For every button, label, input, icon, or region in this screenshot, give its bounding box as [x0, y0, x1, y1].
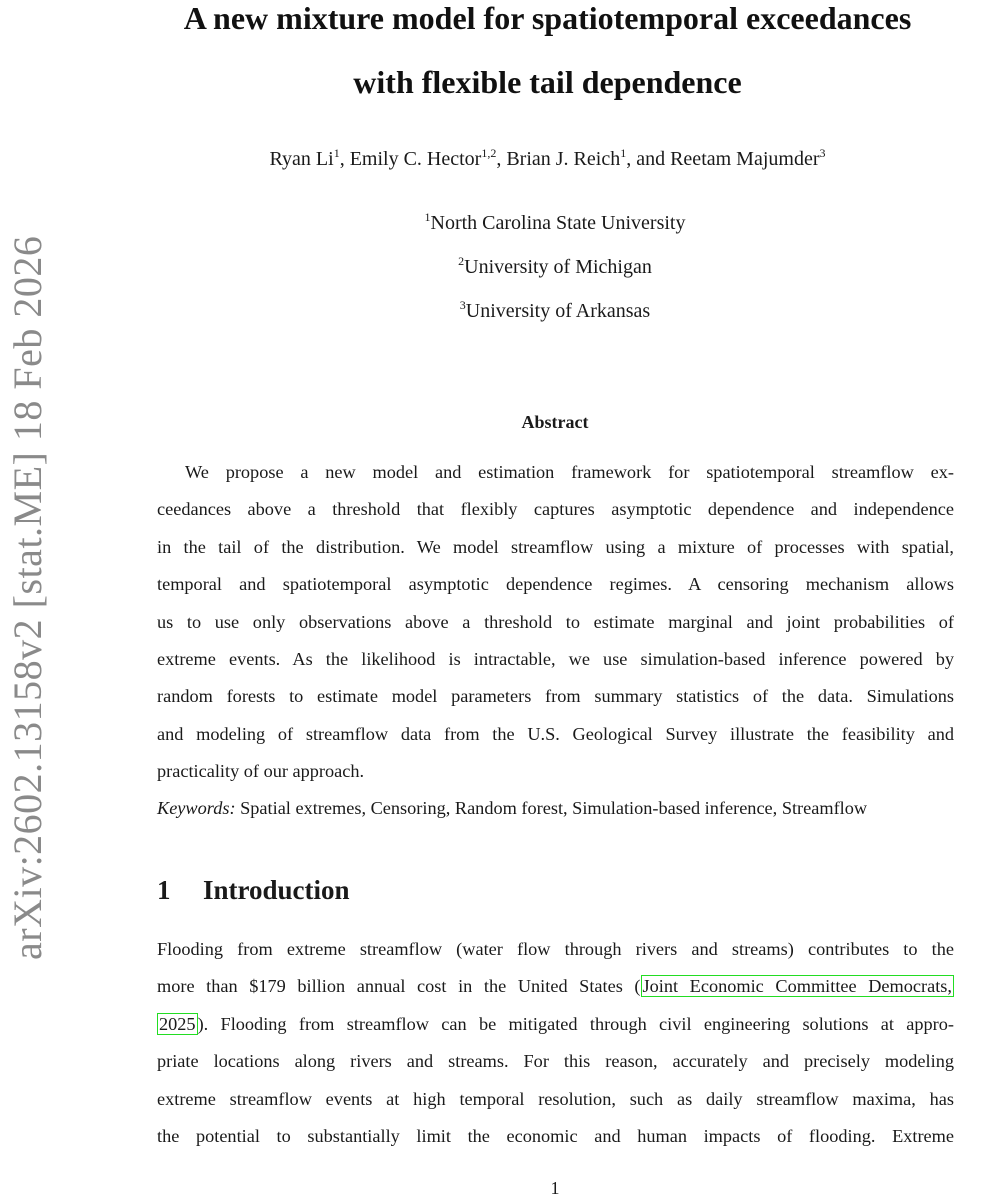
- affiliation-name: North Carolina State University: [430, 212, 686, 234]
- author-name: Brian J. Reich: [506, 148, 621, 170]
- abstract-line: temporal and spatiotemporal asymptotic dependence regimes. A censoring mechanism allows: [157, 574, 954, 595]
- affiliation-1: [100, 209, 995, 237]
- abstract-line: ceedances above a threshold that flexibly captures asymptotic dependence and independence: [157, 499, 954, 520]
- affiliation-2: [100, 253, 995, 281]
- title-line-2: with flexible tail dependence: [353, 64, 742, 100]
- abstract-line: We propose a new model and estimation framework for spatiotemporal streamflow ex-: [185, 462, 954, 482]
- intro-line: [157, 1006, 954, 1043]
- affiliation-name: University of Arkansas: [465, 300, 651, 322]
- affiliation-name: University of Michigan: [464, 256, 652, 278]
- author-separator: ,: [496, 148, 507, 170]
- arxiv-watermark: arXiv:2602.13158v2 [stat.ME] 18 Feb 2026: [5, 235, 50, 960]
- intro-text: more than $179 billion annual cost in the United States (: [157, 976, 641, 997]
- author-affil-sup: 3: [819, 146, 826, 160]
- abstract-line: random forests to estimate model parameters from summary statistics of the data. Simulations: [157, 686, 954, 707]
- author-affil-sup: 1,2: [481, 146, 497, 160]
- affiliation-sup: 3: [459, 298, 466, 312]
- intro-line: the potential to substantially limit the economic and human impacts of flooding. Extreme: [157, 1125, 954, 1146]
- section-title: Introduction: [203, 875, 350, 905]
- affiliation-sup: 2: [458, 254, 465, 268]
- intro-text: ). Flooding from streamflow can be mitigated through civil engineering solutions at appro-: [197, 1013, 954, 1034]
- section-number: 1: [157, 875, 171, 905]
- author-name: Emily C. Hector: [349, 148, 482, 170]
- section-heading: [157, 870, 350, 910]
- intro-line: [157, 968, 954, 1005]
- abstract-line: us to use only observations above a threshold to estimate marginal and joint probabilities of: [157, 611, 954, 632]
- abstract-heading: Abstract: [521, 412, 589, 432]
- keywords: [157, 792, 957, 824]
- abstract-line: practicality of our approach.: [157, 761, 365, 782]
- abstract-line: and modeling of streamflow data from the U.S. Geological Survey illustrate the feasibility and: [157, 723, 954, 744]
- intro-paragraph: [157, 931, 954, 1155]
- abstract-body: [157, 454, 954, 791]
- author-affil-sup: 1: [333, 146, 340, 160]
- author-separator: , and: [626, 148, 671, 170]
- abstract-line: extreme events. As the likelihood is intractable, we use simulation-based inference powered by: [157, 648, 954, 669]
- citation-link[interactable]: Joint Economic Committee Democrats,: [642, 976, 952, 997]
- keywords-text: Spatial extremes, Censoring, Random forest, Simulation-based inference, Streamflow: [235, 798, 868, 818]
- intro-line: priate locations along rivers and streams. For this reason, accurately and precisely modeling: [157, 1051, 954, 1072]
- title-line-1: A new mixture model for spatiotemporal exceedances: [183, 0, 912, 36]
- author-name: Ryan Li: [269, 148, 334, 170]
- keywords-label: Keywords:: [157, 798, 236, 818]
- intro-line: extreme streamflow events at high temporal resolution, such as daily streamflow maxima, has: [157, 1088, 954, 1109]
- citation-year-link[interactable]: 2025: [159, 1013, 196, 1034]
- abstract-line: in the tail of the distribution. We model streamflow using a mixture of processes with spatial,: [157, 536, 954, 557]
- author-separator: ,: [339, 148, 350, 170]
- paper-title: [100, 0, 995, 114]
- intro-line: Flooding from extreme streamflow (water flow through rivers and streams) contributes to the: [157, 939, 954, 959]
- page-number: 1: [550, 1178, 560, 1198]
- author-name: Reetam Majumder: [670, 148, 820, 170]
- affiliation-sup: 1: [424, 210, 431, 224]
- author-list: [100, 145, 995, 173]
- author-affil-sup: 1: [620, 146, 627, 160]
- affiliation-3: [100, 297, 995, 325]
